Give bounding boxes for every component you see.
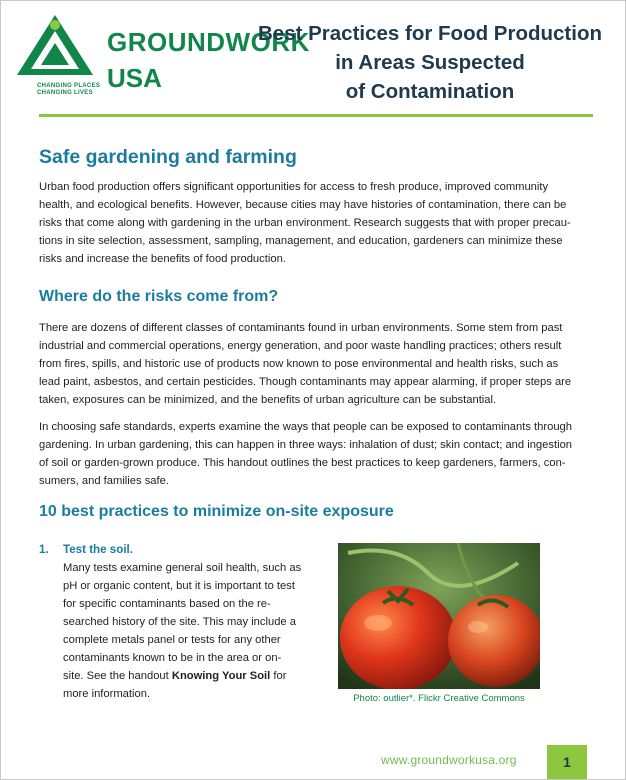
list-item-number: 1. [39,543,49,556]
text-line: lead paint, asbestos, and certain pesticides. Though contaminants may appear alarming, if proper steps are [39,376,572,388]
header-divider [39,114,593,117]
title-line-2: in Areas Suspected [335,51,525,74]
logo-tagline-2: CHANGING LIVES [37,90,93,96]
page-number: 1 [547,745,587,779]
text-line: of soil or garden-grown produce. This handout outlines the best practices to keep gardeners, farmers, con- [39,457,566,469]
text-line: Many tests examine general soil health, such as [63,562,302,574]
logo-country: USA [107,63,162,93]
text-line: pH or organic content, but it is important to test [63,580,295,592]
photo-caption: Photo: outlier*. Flickr Creative Commons [353,693,525,704]
footer-url[interactable]: www.groundworkusa.org [381,753,517,767]
handout-reference: Knowing Your Soil [171,670,271,682]
text-line: more information. [63,688,151,700]
text-span: for [270,670,287,682]
page-title [257,19,603,106]
text-line: risks and increase the benefits of food production. [39,253,286,265]
paragraph-standards [39,418,593,490]
text-line: from fires, spills, and historic use of products now known to pose environmental and health risks, such as [39,358,559,370]
triangle-logo-icon [15,13,95,77]
list-item-title: Test the soil. [63,543,134,556]
text-line: gardening. In urban gardening, this can happen in three ways: inhalation of dust; skin contact; and ingestion [39,439,573,451]
text-line: tions in site selection, assessment, sampling, management, and education, gardeners can minimize these [39,235,563,247]
text-line: contaminants known to be in the area or on- [63,652,282,664]
text-line: industrial and commercial operations, energy generation, and poor waste handling practices; others result [39,340,562,352]
tomato-image [338,543,540,689]
text-line: complete metals panel or tests for any other [63,634,281,646]
heading-risks: Where do the risks come from? [39,288,279,305]
text-line: taken, exposures can be minimized, and the benefits of urban agriculture can be substantial. [39,394,497,406]
text-line: searched history of the site. This may include a [63,616,296,628]
tomato-photo [338,543,540,689]
logo-tagline-1: CHANGING PLACES [37,83,101,89]
title-line-3: of Contamination [345,80,515,103]
text-line: In choosing safe standards, experts examine the ways that people can be exposed to contaminants through [39,421,572,433]
heading-safe-gardening: Safe gardening and farming [39,146,297,168]
text-line: for specific contaminants based on the re- [63,598,271,610]
heading-best-practices: 10 best practices to minimize on-site exposure [39,503,394,520]
text-line: There are dozens of different classes of contaminants found in urban environments. Some stem from past [39,322,563,334]
paragraph-contaminants [39,319,593,409]
text-line [63,667,311,685]
text-line: Urban food production offers significant opportunities for access to fresh produce, improved community [39,181,549,193]
text-line: sumers, and families safe. [39,475,169,487]
paragraph-intro [39,178,593,268]
text-line: risks that come along with gardening in the urban environment. Research suggests that with proper precau- [39,217,571,229]
list-item-body [63,559,311,703]
title-line-1: Best Practices for Food Production [258,22,602,45]
logo-name: GROUNDWORK [107,27,310,57]
groundwork-logo [15,13,310,96]
text-span: site. See the handout [63,670,172,682]
text-line: health, and ecological benefits. However, because cities may have histories of contamination, there can be [39,199,567,211]
